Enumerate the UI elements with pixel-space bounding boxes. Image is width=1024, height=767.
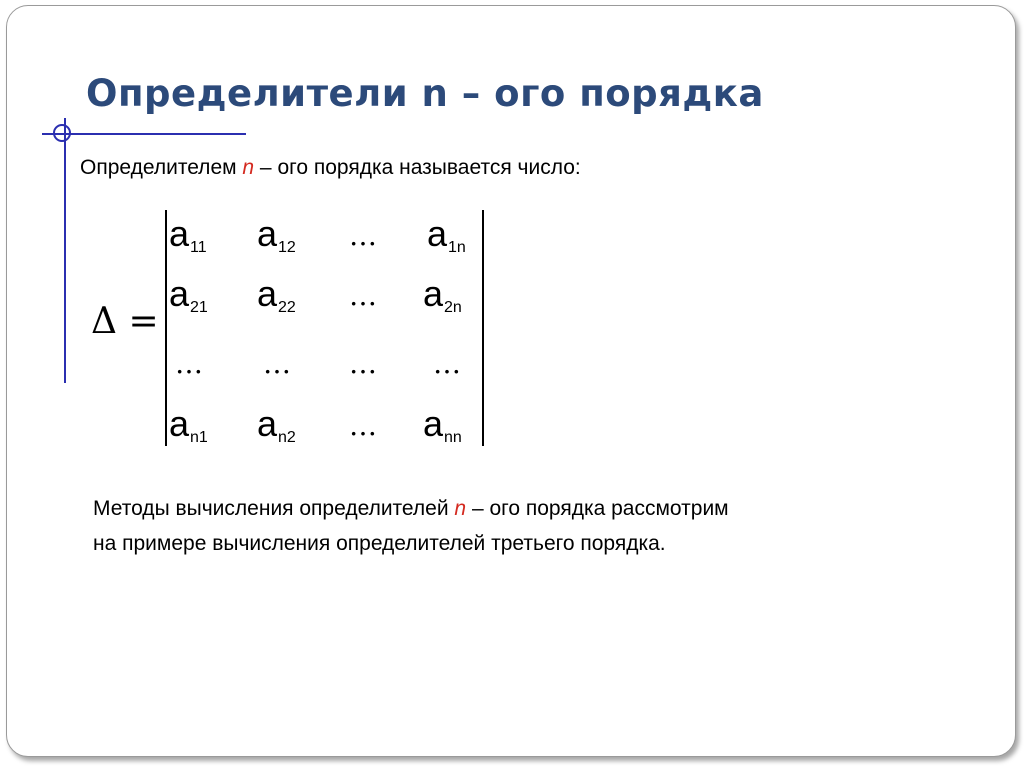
intro-text-after: – ого порядка называется число: [254,156,581,179]
intro-text [80,156,581,180]
intro-variable-n: n [242,156,255,179]
matrix-cell-a12: $a_{12}$ [257,213,296,256]
methods-text-line-2: на примере вычисления определителей третьего порядка. [93,532,666,555]
methods-variable-n: n [454,497,467,520]
matrix-cell-ellipsis: … [175,347,203,380]
matrix-cell-ellipsis: … [349,219,377,252]
methods-text-after: – ого порядка рассмотрим [466,497,729,520]
slide-frame [6,5,1016,757]
matrix-cell-ann: $a_{nn}$ [423,403,462,446]
matrix-cell-a1n: $a_{1n}$ [427,213,466,256]
determinant-matrix [165,212,483,446]
intro-text-before: Определителем [80,156,243,179]
matrix-cell-a22: $a_{22}$ [257,273,296,316]
methods-text-line-1 [93,497,729,521]
matrix-cell-a21: $a_{21}$ [169,273,208,316]
decorative-vertical-line [64,118,66,383]
determinant-symbol: Δ = [91,301,159,342]
matrix-cell-an2: $a_{n2}$ [257,403,296,446]
decorative-horizontal-line [42,133,246,135]
matrix-cell-ellipsis: … [433,347,461,380]
decorative-circle [53,124,71,142]
methods-text-before: Методы вычисления определителей [93,497,455,520]
matrix-cell-ellipsis: … [349,409,377,442]
matrix-cell-a11: $a_{11}$ [169,213,207,256]
matrix-cell-ellipsis: … [349,347,377,380]
matrix-cell-ellipsis: … [263,347,291,380]
matrix-cell-a2n: $a_{2n}$ [423,273,462,316]
matrix-cell-an1: $a_{n1}$ [169,403,208,446]
matrix-cell-ellipsis: … [349,279,377,312]
slide-title: Определители n – ого порядка [86,72,764,115]
